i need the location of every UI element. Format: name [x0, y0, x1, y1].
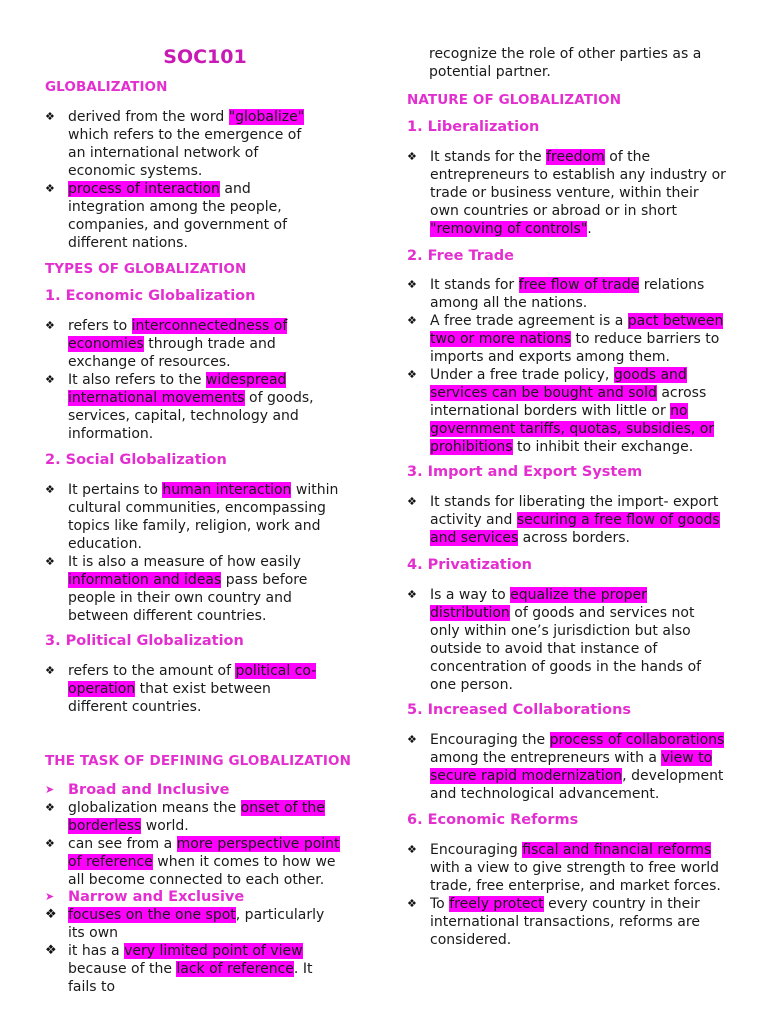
list-item: ❖ To freely protect every country in their international transactions, reforms are considered.: [407, 896, 700, 948]
diamond-bullet-icon: ❖: [45, 483, 55, 496]
narrow-list: [45, 906, 345, 996]
list-item: ❖ focuses on the one spot, particularly its own: [45, 907, 325, 941]
privatization-title: 4. Privatization: [407, 557, 532, 573]
highlight: "globalize": [228, 109, 305, 125]
highlight: human interaction: [162, 482, 292, 498]
list-item: ❖ It stands for free flow of trade relations among all the nations.: [407, 277, 705, 311]
page-title: SOC101: [163, 46, 247, 68]
liberalization-title: 1. Liberalization: [407, 119, 540, 135]
highlight: process of collaborations: [549, 732, 725, 748]
diamond-bullet-icon: ❖: [407, 733, 417, 746]
diamond-bullet-icon: ❖: [407, 150, 417, 163]
free-trade-title: 2. Free Trade: [407, 248, 514, 264]
list-item: ❖ Encouraging fiscal and financial reforms with a view to give strength to free world trade, free enterprise, and market forces.: [407, 842, 721, 894]
diamond-bullet-icon: ❖: [407, 314, 417, 327]
list-item: ❖ it has a very limited point of view because of the lack of reference. It fails to: [45, 943, 313, 995]
import-export-title: 3. Import and Export System: [407, 464, 643, 480]
highlight: equalize the proper distribution: [430, 587, 647, 621]
highlight: political co-operation: [68, 663, 317, 697]
list-item: ❖ refers to the amount of political co-operation that exist between different countries.: [45, 663, 317, 715]
economic-globalization-title: 1. Economic Globalization: [45, 288, 256, 304]
diamond-bullet-icon: ❖: [45, 664, 55, 677]
broad-and-inclusive-label: ➤ Broad and Inclusive: [45, 782, 230, 798]
continuation-text: recognize the role of other parties as a potential partner.: [429, 46, 702, 80]
highlight: focuses on the one spot: [68, 907, 236, 923]
list-item: ❖ can see from a more perspective point of reference when it comes to how we all become connected to each other.: [45, 836, 340, 888]
highlight: interconnectedness of economies: [68, 318, 288, 352]
diamond-bullet-icon: ❖: [407, 495, 417, 508]
political-list: [45, 662, 330, 716]
diamond-bullet-icon: ❖: [45, 373, 55, 386]
diamond-bullet-icon: ❖: [45, 182, 55, 195]
free-trade-list: [407, 276, 727, 456]
social-globalization-title: 2. Social Globalization: [45, 452, 227, 468]
diamond-bullet-icon: ❖: [45, 837, 55, 850]
highlight: process of interaction: [68, 181, 220, 197]
economic-list: [45, 317, 325, 443]
highlight: freedom: [546, 149, 605, 165]
diamond-bullet-icon: ❖: [45, 907, 57, 922]
list-item: ❖ derived from the word "globalize" which refers to the emergence of an international network of economic systems.: [45, 109, 305, 179]
diamond-bullet-icon: ❖: [407, 278, 417, 291]
task-heading: THE TASK OF DEFINING GLOBALIZATION: [45, 753, 352, 769]
highlight: more perspective point of reference: [68, 836, 340, 870]
highlight: very limited point of view: [124, 943, 303, 959]
types-heading: TYPES OF GLOBALIZATION: [45, 261, 247, 277]
diamond-bullet-icon: ❖: [407, 368, 417, 381]
list-item: ❖ A free trade agreement is a pact between two or more nations to reduce barriers to imports and exports among them.: [407, 313, 724, 365]
highlight: goods and services can be bought and sold: [430, 367, 687, 401]
diamond-bullet-icon: ❖: [407, 588, 417, 601]
list-item: ❖ It is also a measure of how easily information and ideas pass before people in their own country and between different countries.: [45, 554, 308, 624]
nature-heading: NATURE OF GLOBALIZATION: [407, 92, 622, 108]
highlight: widespread international movements: [68, 372, 287, 406]
highlight: onset of the borderless: [68, 800, 325, 834]
highlight: securing a free flow of goods and services: [430, 512, 720, 546]
highlight: information and ideas: [68, 572, 222, 588]
diamond-bullet-icon: ❖: [407, 897, 417, 910]
globalization-list: [45, 108, 320, 252]
political-globalization-title: 3. Political Globalization: [45, 633, 244, 649]
list-item: ❖ It stands for liberating the import- export activity and securing a free flow of goods and services across borders.: [407, 494, 720, 546]
privatization-list: [407, 586, 712, 694]
list-item: ❖ Is a way to equalize the proper distribution of goods and services not only within one’s jurisdiction but also outside to avoid that instance of concentration of goods in the hands of one person.: [407, 587, 702, 693]
list-item: ❖ process of interaction and integration among the people, companies, and government of different nations.: [45, 181, 288, 251]
list-item: ❖ It pertains to human interaction within cultural communities, encompassing topics like family, religion, work and education.: [45, 482, 339, 552]
social-list: [45, 481, 340, 625]
economic-reforms-title: 6. Economic Reforms: [407, 812, 579, 828]
narrow-and-exclusive-label: ➤ Narrow and Exclusive: [45, 889, 245, 905]
list-item: ❖ refers to interconnectedness of economies through trade and exchange of resources.: [45, 318, 288, 370]
highlight: pact between two or more nations: [430, 313, 724, 347]
increased-collaborations-title: 5. Increased Collaborations: [407, 702, 632, 718]
collaborations-list: [407, 731, 737, 803]
highlight: freely protect: [449, 896, 544, 912]
arrow-bullet-icon: ➤: [45, 890, 55, 903]
highlight: lack of reference: [176, 961, 294, 977]
list-item: ❖ globalization means the onset of the borderless world.: [45, 800, 325, 834]
highlight: view to secure rapid modernization: [430, 750, 713, 784]
list-item: ❖ Encouraging the process of collaborations among the entrepreneurs with a view to secure rapid modernization, development and technological advancement.: [407, 732, 725, 802]
diamond-bullet-icon: ❖: [45, 943, 57, 958]
highlight: free flow of trade: [518, 277, 640, 293]
highlight: "removing of controls": [430, 221, 588, 237]
list-item: ❖ It stands for the freedom of the entrepreneurs to establish any industry or trade or business venture, within their own countries or abroad or in short "removing of controls".: [407, 149, 726, 237]
liberalization-list: [407, 148, 727, 238]
diamond-bullet-icon: ❖: [45, 110, 55, 123]
list-item: ❖ Under a free trade policy, goods and services can be bought and sold across international borders with little or no government tariffs, quotas, subsidies, or prohibitions to inhibit their exchange.: [407, 367, 715, 455]
highlight: fiscal and financial reforms: [522, 842, 712, 858]
diamond-bullet-icon: ❖: [407, 843, 417, 856]
highlight: no government tariffs, quotas, subsidies, or prohibitions: [430, 403, 715, 455]
list-item: ❖ It also refers to the widespread international movements of goods, services, capital, technology and information.: [45, 372, 314, 442]
economic-reforms-list: [407, 841, 727, 949]
diamond-bullet-icon: ❖: [45, 555, 55, 568]
arrow-bullet-icon: ➤: [45, 783, 55, 796]
broad-list: [45, 799, 345, 889]
diamond-bullet-icon: ❖: [45, 319, 55, 332]
import-export-list: [407, 493, 727, 547]
globalization-heading: GLOBALIZATION: [45, 79, 168, 95]
diamond-bullet-icon: ❖: [45, 801, 55, 814]
